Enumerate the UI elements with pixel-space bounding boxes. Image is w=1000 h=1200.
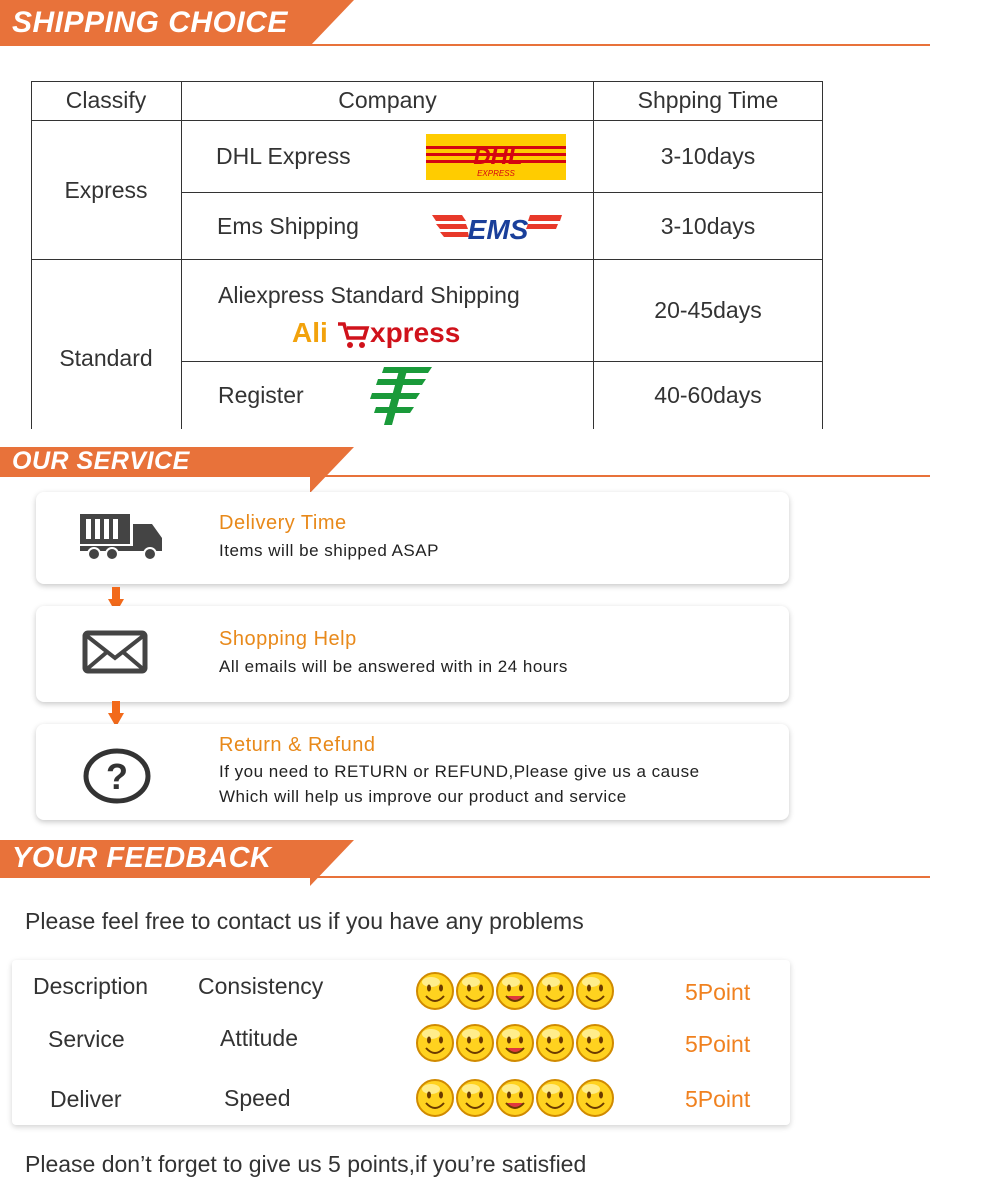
aliexpress-logo-left: Ali [292,317,328,348]
header-classify: Classify [31,81,182,121]
smiley-face-icon [537,1025,573,1061]
smiley-row-deliver [416,1077,616,1119]
company-ems [182,193,594,260]
feedback-rating-panel [12,960,790,1125]
time-dhl: 3-10days [594,121,823,193]
company-register-label: Register [218,382,304,408]
smiley-row-service [416,1022,616,1064]
return-refund-text-2: Which will help us improve our product and service [219,787,627,806]
time-register: 40-60days [594,362,823,429]
smiley-face-icon [577,973,613,1009]
truck-icon [78,512,166,562]
return-refund-text-1: If you need to RETURN or REFUND,Please give us a cause [219,762,700,781]
smiley-face-icon [537,973,573,1009]
company-aliexpress [182,260,594,362]
our-service-banner [0,447,930,477]
smiley-face-icon [417,1080,453,1116]
smiley-face-icon [577,1080,613,1116]
classify-standard: Standard [31,260,182,429]
question-icon [82,748,152,804]
smiley-face-icon [497,1025,533,1061]
company-aliexpress-label: Aliexpress Standard Shipping [218,282,520,308]
rating-criterion-attitude: Attitude [220,1025,298,1051]
score-service: 5Point [685,1031,751,1057]
aliexpress-logo-right: xpress [370,317,461,348]
rating-label-description: Description [33,973,149,999]
service-card-delivery [36,492,789,584]
smiley-face-icon [457,973,493,1009]
china-post-icon [370,365,434,427]
rating-label-deliver: Deliver [50,1086,122,1112]
rating-criterion-speed: Speed [224,1085,291,1111]
smiley-row-description [416,970,616,1012]
shipping-choice-banner [0,0,930,46]
company-dhl [182,121,594,193]
smiley-face-icon [497,973,533,1009]
smiley-face-icon [457,1025,493,1061]
ems-logo-icon [432,211,564,245]
score-deliver: 5Point [685,1086,751,1112]
time-aliexpress: 20-45days [594,260,823,362]
company-dhl-label: DHL Express [216,143,351,169]
header-shipping-time: Shpping Time [594,81,823,121]
shipping-choice-title: SHIPPING CHOICE [12,6,288,39]
shopping-help-title: Shopping Help [219,628,357,650]
delivery-time-text: Items will be shipped ASAP [219,541,439,560]
smiley-face-icon [417,973,453,1009]
company-ems-label: Ems Shipping [217,212,359,239]
shipping-table [31,81,823,429]
classify-express: Express [31,121,182,260]
company-register [182,362,594,429]
smiley-face-icon [417,1025,453,1061]
smiley-rating-icons [416,970,616,1012]
delivery-time-title: Delivery Time [219,512,347,534]
ems-logo-text: EMS [467,214,529,245]
smiley-rating-icons [416,1077,616,1119]
envelope-icon [82,630,148,674]
dhl-logo-subtext: EXPRESS [477,169,515,178]
smiley-face-icon [537,1080,573,1116]
score-description: 5Point [685,979,751,1005]
header-company: Company [182,81,594,121]
smiley-rating-icons [416,1022,616,1064]
smiley-face-icon [457,1080,493,1116]
return-refund-title: Return & Refund [219,734,376,756]
dhl-logo-icon [426,134,566,180]
smiley-face-icon [577,1025,613,1061]
service-card-shopping-help [36,606,789,702]
dhl-logo-text: DHL [473,143,523,170]
feedback-intro: Please feel free to contact us if you have any problems [25,908,584,934]
your-feedback-title: YOUR FEEDBACK [12,842,272,874]
time-ems: 3-10days [594,193,823,260]
service-card-return-refund [36,724,789,820]
smiley-face-icon [497,1080,533,1116]
rating-criterion-consistency: Consistency [198,973,324,999]
your-feedback-banner [0,840,930,878]
our-service-title: OUR SERVICE [12,447,190,475]
svg-text:?: ? [106,756,128,797]
shopping-help-text: All emails will be answered with in 24 hours [219,657,568,676]
aliexpress-logo-icon [292,312,467,352]
feedback-outro: Please don’t forget to give us 5 points,if you’re satisfied [25,1151,587,1177]
rating-label-service: Service [48,1026,125,1052]
